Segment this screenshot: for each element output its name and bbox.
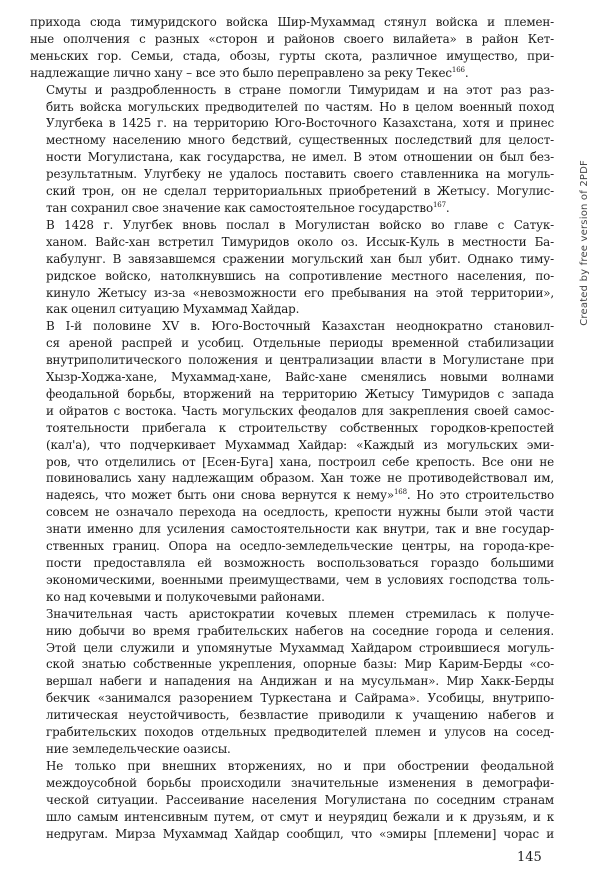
text-line: и ойратов с востока. Часть могульских феодалов для закрепления своей самос- [46,403,554,418]
text-line: Не только при внешних вторжениях, но и при обострении феодальной [46,758,554,773]
line-tail: . [464,65,469,80]
text-line: ров, что отделились от [Есен-Буга] хана, построил себе крепость. Все они не [46,454,554,469]
text-line-content: тан сохранил свое значение как самостоятельное государство [46,200,433,215]
text-line: ской знатью собственные укрепления, опорные базы: Мир Карим-Берды «со- [46,657,554,672]
text-line: Значительная часть аристократии кочевых племен стремилась к получе- [46,606,554,621]
text-line [30,65,554,82]
text-line: знати именно для усиления самостоятельности как внутри, так и вне государ- [46,522,554,537]
text-line: ся ареной распрей и усобиц. Отдельные периоды временной стабилизации [46,336,554,351]
text-line-content: надеясь, что может быть они снова вернутся к нему» [46,488,394,503]
text-line: тоятельности прибегала к строительству собственных городков-крепостей [46,420,554,435]
text-line: вершал набеги и нападения на Андижан и на мусульман». Мир Хакк-Берды [46,674,554,689]
paragraph-3 [30,217,554,318]
line-tail: . [445,200,450,215]
text-line: экономическими, военными преимуществами, чем в условиях господства толь- [46,572,554,587]
text-line: недругам. Мирза Мухаммад Хайдар сообщил, что «эмиры [племени] чорас и [46,826,554,841]
text-line: Этой цели служили и упомянутые Мухаммад Хайдаром строившиеся могуль- [46,640,554,655]
footnote-ref: 167 [432,201,446,209]
text-line: совсем не означало перехода на оседлость, крепости нужны были этой части [46,505,554,520]
paragraph-1 [30,14,554,82]
text-line: междоусобной борьбы происходили значительные изменения в демографи- [46,775,554,790]
text-line: Смуты и раздробленность в стране помогли Тимуридам и на этот раз раз- [46,82,554,97]
text-line: ханом. Вайс-хан встретил Тимуридов около оз. Иссык-Куль в местности Ба- [46,234,554,249]
page-number: 145 [517,850,542,865]
text-line: ский трон, он не сделал территориальных приобретений в Жетысу. Могулис- [46,184,554,199]
footnote-ref: 166 [451,65,465,74]
text-line [30,487,554,504]
text-line: ние земледельческие оазисы. [46,741,231,756]
line-tail: . Но это строительство [406,488,554,503]
text-line: (кал'а), что подчеркивает Мухаммад Хайдар: «Каждый из могульских эми- [46,437,554,452]
text-line: местному населению много бедствий, существенных последствий для целост- [46,133,554,148]
watermark-text: Created by free version of 2PDF [579,160,590,326]
text-line: меньских гор. Семьи, стада, обозы, гурты скота, различное имущество, при- [30,48,554,63]
text-line: ственных границ. Опора на оседло-земледельческие центры, на города-кре- [46,539,554,554]
paragraph-2 [30,82,554,217]
text-line: литическая неустойчивость, безвластие приводили к учащению набегов и [46,708,554,723]
text-line: ко над кочевыми и полукочевыми районами. [46,589,325,604]
text-line: В 1428 г. Улугбек вновь послал в Могулистан войско во главе с Сатук- [46,217,554,232]
text-line: В I-й половине XV в. Юго-Восточный Казахстан неоднократно становил- [46,319,554,334]
text-line: шло самым интенсивным путем, от смут и неурядиц бежали и к друзьям, и к [46,809,554,824]
text-line: ческой ситуации. Рассеивание населения Могулистана по соседним странам [46,792,554,807]
text-line: кабулунг. В завязавшемся сражении могульский хан был убит. Однако тиму- [46,251,554,266]
text-line: феодальной борьбы, вторжений на территорию Жетысу Тимуридов с запада [46,386,554,401]
text-line: прихода сюда тимуридского войска Шир-Мухаммад стянул войска и племен- [30,15,554,29]
text-line: повиновались хану надлежащим образом. Хан тоже не противодействовал им, [46,471,554,486]
text-line: грабительских походов отдельных предводителей племен и улусов на сосед- [46,725,554,740]
page-text [30,14,554,842]
text-line [30,200,554,217]
text-line: ридское войско, натолкнувшись на сопротивление местного населения, по- [46,268,554,283]
text-line: пости предоставляла ей возможность воспользоваться гораздо большими [46,556,554,570]
text-line: ные ополчения с разных «сторон и районов своего вилайета» в район Кет- [30,31,554,46]
text-line: кинуло Жетысу из-за «невозможности его пребывания на этой территории», [46,285,554,300]
text-line: внутриполитического положения и централизации власти в Могулистане при [46,353,554,368]
text-line: нию добычи во время грабительских набегов на соседние города и селения. [46,623,554,638]
text-line: ности Могулистана, как государства, не имел. В этом отношении он был без- [46,150,554,165]
text-line-content: надлежащие лично хану – все это было переправлено за реку Текес [30,65,452,80]
text-line: результатным. Улугбеку не удалось поставить своего ставленника на могуль- [46,167,554,182]
paragraph-4 [30,318,554,605]
text-line: как оценил ситуацию Мухаммад Хайдар. [46,302,300,317]
text-line: бекчик «занимался разорением Туркестана и Сайрама». Усобицы, внутрипо- [46,691,554,706]
text-line: Улугбека в 1425 г. на территорию Юго-Восточного Казахстана, хотя и принес [46,116,554,131]
paragraph-5 [30,606,554,758]
paragraph-6 [30,758,554,843]
text-line: Хызр-Ходжа-хане, Мухаммад-хане, Вайс-хане сменялись новыми волнами [46,370,554,385]
footnote-ref: 168 [393,488,407,497]
text-line: бить войска могульских предводителей по частям. Но в целом военный поход [46,99,554,114]
